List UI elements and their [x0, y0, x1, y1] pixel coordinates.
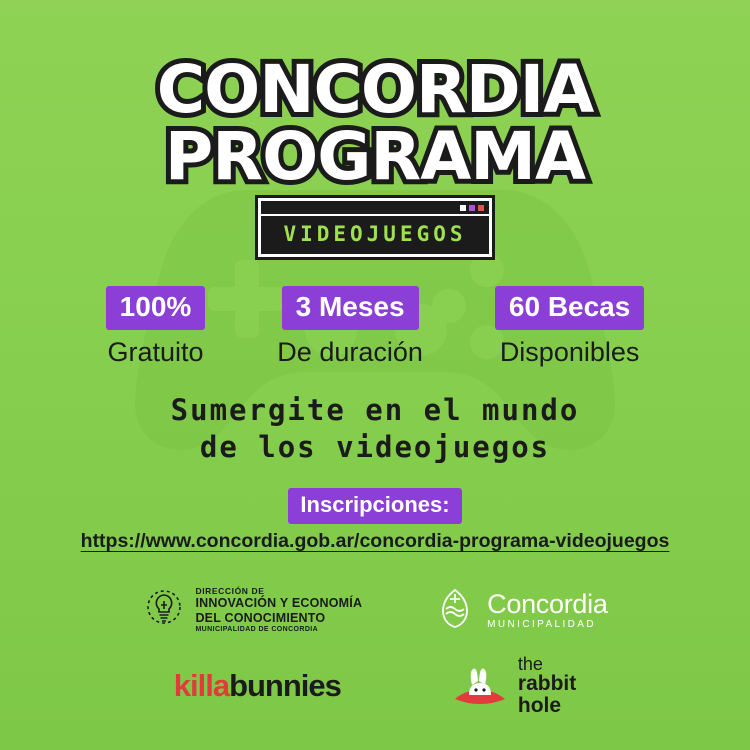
- stat-caption: Disponibles: [499, 337, 640, 367]
- rabbithole-line-3: hole: [517, 693, 562, 717]
- stat-caption: Gratuito: [107, 337, 204, 367]
- stat-number: 3 Meses: [282, 286, 419, 330]
- window-maximize-icon: [469, 205, 475, 211]
- killabunnies-part-1: killa: [173, 667, 230, 703]
- logo-concordia: [432, 585, 607, 636]
- window-minimize-icon: [460, 205, 466, 211]
- concordia-line-1: Concordia: [487, 589, 608, 619]
- stat-number: 60 Becas: [495, 286, 644, 330]
- rabbithole-wordmark: [518, 655, 576, 716]
- logo-killabunnies: [174, 668, 341, 704]
- title-line-1: CONCORDIA: [156, 51, 594, 128]
- page-title: [0, 51, 750, 195]
- killabunnies-wordmark: [174, 668, 341, 704]
- innovacion-line-1: DIRECCIÓN DE: [195, 585, 265, 596]
- badge-container: [0, 198, 750, 257]
- innovacion-line-4: MUNICIPALIDAD DE CONCORDIA: [195, 626, 319, 634]
- pixel-window-titlebar: [261, 201, 489, 216]
- stats-row: [0, 286, 750, 368]
- concordia-line-2: MUNICIPALIDAD: [487, 619, 596, 630]
- stat-item: [106, 286, 206, 368]
- killabunnies-part-2: bunnies: [229, 667, 341, 703]
- rabbithole-line-1: the: [517, 654, 543, 674]
- innovacion-line-3: DEL CONOCIMIENTO: [195, 610, 326, 625]
- inscriptions-label: Inscripciones:: [288, 488, 461, 524]
- tagline-line-2: de los videojuegos: [199, 430, 551, 465]
- window-close-icon: [478, 205, 484, 211]
- logo-concordia-text: [487, 591, 607, 630]
- stat-number: 100%: [106, 286, 206, 330]
- rabbit-icon: [451, 659, 509, 712]
- lightbulb-gear-icon: [142, 586, 186, 635]
- innovacion-line-2: INNOVACIÓN Y ECONOMÍA: [195, 596, 363, 611]
- concordia-crest-icon: [432, 585, 478, 636]
- tagline: [0, 392, 750, 466]
- logo-rabbithole: [451, 655, 576, 716]
- title-line-2: PROGRAMA: [164, 117, 586, 195]
- logos-row-secondary: [0, 655, 750, 716]
- tagline-line-1: Sumergite en el mundo: [170, 393, 580, 427]
- logos-row-primary: [0, 585, 750, 636]
- badge-label: VIDEOJUEGOS: [283, 222, 467, 246]
- stat-caption: De duración: [277, 337, 423, 367]
- registration-link[interactable]: https://www.concordia.gob.ar/concordia-programa-videojuegos: [80, 530, 670, 552]
- rabbithole-line-2: rabbit: [517, 672, 577, 696]
- logo-innovacion: [142, 586, 362, 635]
- stat-item: [495, 286, 644, 368]
- pixel-window-badge: [258, 198, 492, 257]
- inscriptions-block: [0, 488, 750, 524]
- stat-item: [277, 286, 423, 368]
- logo-innovacion-text: [195, 587, 362, 635]
